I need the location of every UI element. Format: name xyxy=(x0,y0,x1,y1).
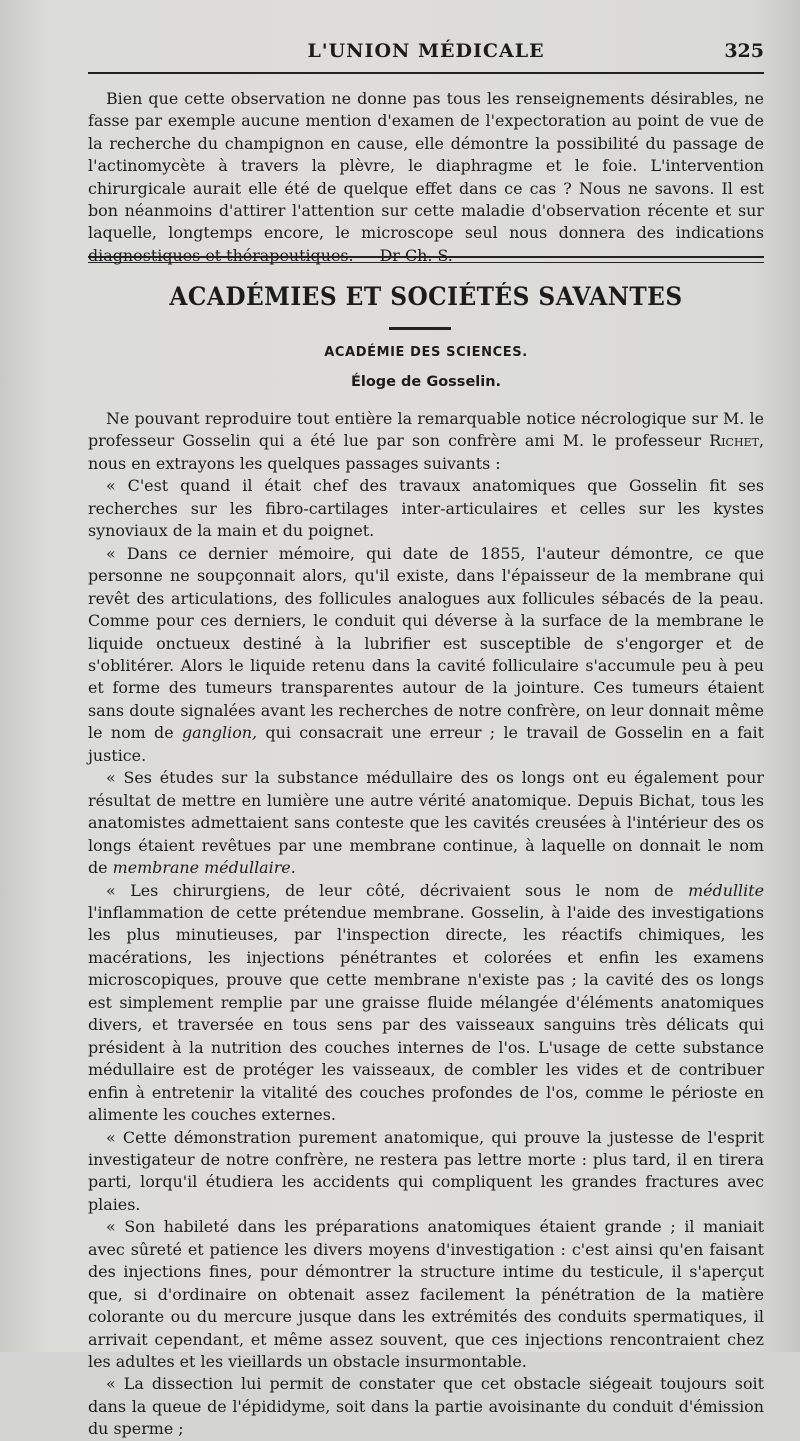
author-name: Richet xyxy=(709,431,759,451)
paragraph-3-text: « Dans ce dernier mémoire, qui date de 1855, l'auteur démontre, ce que personne ne soupçonnait alors, qu'il existe, dans l'épaisseur de la membrane qui revêt des articulations, des follicules analogues aux follicules sébacés de la peau. Comme pour ces derniers, le conduit qui déverse à la surface de la membrane le liquide onctueux destiné à la lubrifier est susceptible de s'engorger et de s'oblitérer. Alors le liquide retenu dans la cavité folliculaire s'accumule peu à peu et forme des tumeurs transparentes autour de la jointure. Ces tumeurs étaient sans doute signalées avant les recherches de notre confrère, on leur donnait même le nom de xyxy=(88,543,764,743)
paragraph-1-text: Ne pouvant reproduire tout entière la remarquable notice nécrologique sur M. le professeur Gosselin qui a été lue par son confrère ami M. le professeur xyxy=(88,409,764,451)
paragraph-1 xyxy=(88,408,764,475)
section-rule-top xyxy=(88,256,764,258)
paragraph-3 xyxy=(88,543,764,768)
paragraph-3-end: qui consacrait une erreur ; le travail de Gosselin en a fait justice. xyxy=(88,723,764,765)
header-rule xyxy=(88,72,764,74)
paragraph-7: « Son habileté dans les préparations anatomiques étaient grande ; il maniait avec sûreté et patience les divers moyens d'investigation : c'est ainsi qu'en faisant des injections fines, pour démontrer la structure intime du testicule, il s'aperçut que, si d'ordinaire on obtenait assez facilement la pénétration de la matière colorante ou du mercure jusque dans les extrémités des conduits spermatiques, il arrivait cependant, et même assez souvent, que ces injections rencontraient chez les adultes et les vieillards un obstacle insurmontable. xyxy=(88,1217,764,1372)
term-ganglion: ganglion, xyxy=(181,723,258,743)
page-number: 325 xyxy=(724,40,764,62)
article-title: Éloge de Gosselin. xyxy=(350,374,502,390)
intro-text xyxy=(88,88,764,267)
paragraph-4 xyxy=(88,767,764,879)
term-membrane-medullaire: membrane médullaire. xyxy=(112,858,296,878)
subsection-title: ACADÉMIE DES SCIENCES. xyxy=(324,345,528,360)
paragraph-1-end: , nous en extrayons les quelques passages suivants : xyxy=(88,431,764,473)
paragraph-5 xyxy=(88,880,764,1127)
running-title: L'UNION MÉDICALE xyxy=(307,40,545,62)
paragraph-2: « C'est quand il était chef des travaux anatomiques que Gosselin fit ses recherches sur les fibro-cartilages inter-articulaires et celles sur les kystes synoviaux de la main et du poignet. xyxy=(88,476,764,541)
paragraph-5-end: l'inflammation de cette prétendue membrane. Gosselin, à l'aide des investigations les plus minutieuses, par l'inspection directe, les réactifs chimiques, les macérations, les injections pénétrantes et colorées et enfin les examens microscopiques, prouve que cette membrane n'existe pas ; la cavité des os longs est simplement remplie par une graisse fluide mélangée d'éléments anatomiques divers, et traversée en tous sens par des vaisseaux sanguins très délicats qui président à la nutrition des couches internes de l'os. L'usage de cette substance médullaire est de protéger les vaisseaux, de combler les vides et de contribuer enfin à entretenir la vitalité des couches profondes de l'os, comme le périoste en alimente les couches externes. xyxy=(88,902,764,1125)
intro-paragraph: Bien que cette observation ne donne pas tous les renseignements désirables, ne fasse par exemple aucune mention d'examen de l'expectoration au point de vue de la recherche du champignon en cause, elle démontre la possibilité du passage de l'actinomycète à travers la plèvre, le diaphragme et le foie. L'intervention chirurgicale aurait elle été de quelque effet dans ce cas ? Nous ne savons. Il est bon néanmoins d'attirer l'attention sur cette maladie d'observation récente et sur laquelle, longtemps encore, le microscope seul nous donnera des indications xyxy=(88,89,764,243)
paragraph-6: « Cette démonstration purement anatomique, qui prouve la justesse de l'esprit investigateur de notre confrère, ne restera pas lettre morte : plus tard, il en tirera parti, lorqu'il étudiera les accidents qui compliquent les grandes fractures avec plaies. xyxy=(88,1127,764,1214)
paragraph-4-text: « Ses études sur la substance médullaire des os longs ont eu également pour résultat de mettre en lumière une autre vérité anatomique. Depuis Bichat, tous les anatomistes admettaient sans conteste que les cavités creusées à l'intérieur des os longs étaient revêtues par une membrane continue, à laquelle on donnait le nom de xyxy=(88,768,764,878)
article-body xyxy=(88,408,764,1441)
term-medullite: médullite xyxy=(688,880,764,900)
running-head xyxy=(88,40,764,68)
paragraph-5-text: « Les chirurgiens, de leur côté, décrivaient sous le nom de xyxy=(106,880,689,900)
section-rule-bottom xyxy=(88,262,764,263)
section-short-rule xyxy=(389,327,451,330)
section-title: ACADÉMIES ET SOCIÉTÉS SAVANTES xyxy=(169,282,683,311)
paragraph-8: « La dissection lui permit de constater que cet obstacle siégeait toujours soit dans la queue de l'épididyme, soit dans la partie avoisinante du conduit d'émission du sperme ; xyxy=(88,1374,764,1439)
